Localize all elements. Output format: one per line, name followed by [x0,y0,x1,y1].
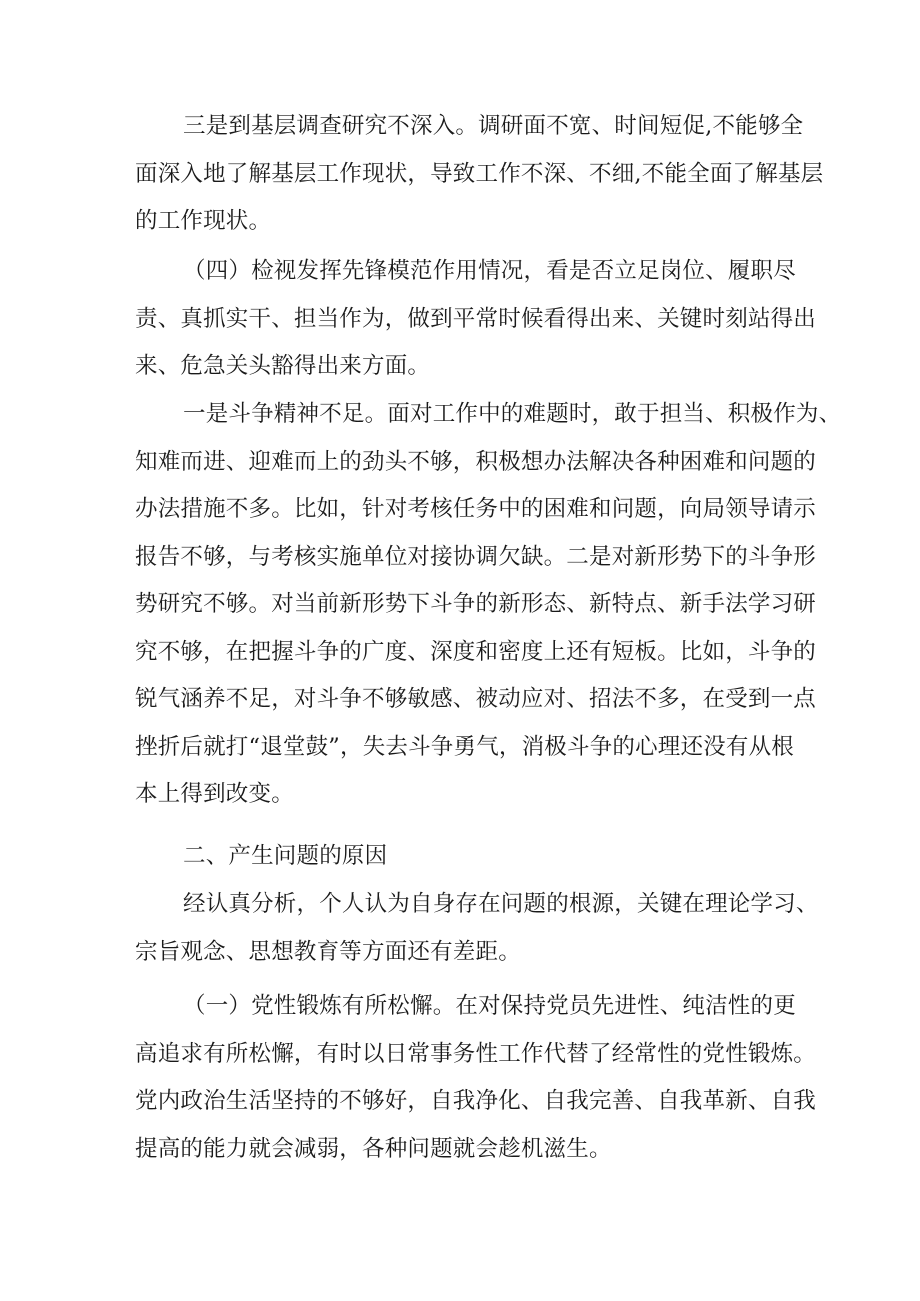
paragraph-line: 一是斗争精神不足。面对工作中的难题时，敢于担当、积极作为、 [183,401,842,427]
paragraph-line: 责、真抓实干、担当作为，做到平常时候看得出来、关键时刻站得出 [135,305,817,332]
section-heading [135,833,795,881]
paragraph-1 [135,103,824,246]
paragraph-line: 三是到基层调查研究不深入。调研面不宽、时间短促,不能够全 [183,113,804,139]
paragraph-5 [135,881,819,976]
paragraph-line: 究不够，在把握斗争的广度、深度和密度上还有短板。比如，斗争的 [135,638,817,665]
paragraph-line: 经认真分析，个人认为自身存在问题的根源，关键在理论学习、 [183,891,819,917]
paragraph-line: 党内政治生活坚持的不够好，自我净化、自我完善、自我革新、自我 [135,1088,817,1114]
paragraph-line: 二、产生问题的原因 [183,843,388,869]
paragraph-line: 的工作现状。 [135,208,272,234]
paragraph-line: 宗旨观念、思想教育等方面还有差距。 [135,938,521,965]
paragraph-line: 面深入地了解基层工作现状，导致工作不深、不细,不能全面了解基层 [135,160,824,187]
paragraph-line: 锐气涵养不足，对斗争不够敏感、被动应对、招法不多，在受到一点 [135,686,817,712]
paragraph-line: 知难而进、迎难而上的劲头不够，积极想办法解决各种困难和问题的 [135,448,817,475]
paragraph-2 [135,248,817,391]
paragraph-line: 挫折后就打“退堂鼓”，失去斗争勇气，消极斗争的心理还没有从根 [135,733,795,760]
paragraph-line: 本上得到改变。 [135,781,294,807]
paragraph-line: 办法措施不多。比如，针对考核任务中的困难和问题，向局领导请示 [135,496,817,522]
paragraph-line: 提高的能力就会减弱，各种问题就会趁机滋生。 [135,1135,612,1162]
paragraph-line: （四）检视发挥先锋模范作用情况，看是否立足岗位、履职尽 [183,258,796,284]
paragraph-line: 报告不够，与考核实施单位对接协调欠缺。二是对新形势下的斗争形 [135,543,817,570]
paragraph-line: 高追求有所松懈，有时以日常事务性工作代替了经常性的党性锻炼。 [135,1040,817,1067]
paragraph-3 [135,391,842,819]
paragraph-line: （一）党性锻炼有所松懈。在对保持党员先进性、纯洁性的更 [183,993,796,1019]
paragraph-line: 势研究不够。对当前新形势下斗争的新形态、新特点、新手法学习研 [135,591,817,617]
paragraph-line: 来、危急关头豁得出来方面。 [135,353,431,379]
paragraph-6 [135,983,817,1173]
